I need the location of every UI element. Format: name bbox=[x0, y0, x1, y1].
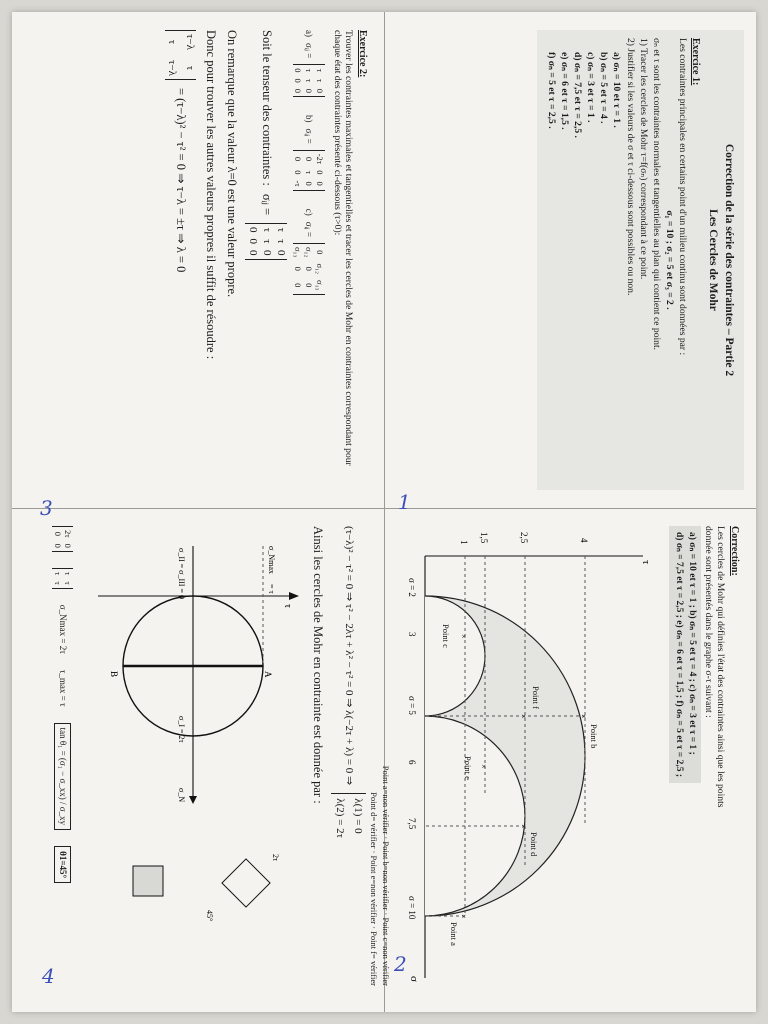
tau-label: τ bbox=[282, 604, 294, 609]
equation: = (τ−λ)² − τ² = 0 ⇒ τ−λ = ±τ ⇒ λ = 0 bbox=[174, 87, 189, 273]
tau-max-result: τ_max = τ bbox=[58, 669, 69, 707]
square-element bbox=[133, 866, 163, 896]
sigma-n-label: σ_N bbox=[177, 788, 187, 803]
tensor-text: Soit le tenseur des contraintes : bbox=[259, 30, 274, 186]
exercise-2-title: Exercice 2: bbox=[357, 30, 368, 78]
page-exercise-2-solution bbox=[12, 508, 384, 1004]
page-exercise-1 bbox=[384, 12, 756, 508]
point-e-label: Point e bbox=[462, 756, 473, 780]
mohr-intro-text: Ainsi les cercles de Mohr en contrainte est donnée par : bbox=[310, 526, 325, 804]
page-number-1: 1 bbox=[398, 490, 411, 514]
x-label-7-5: 7,5 bbox=[406, 818, 417, 830]
label-c: c) bbox=[304, 208, 315, 216]
determinant-equation bbox=[165, 30, 197, 490]
page-number-3: 3 bbox=[40, 496, 53, 520]
paper-sheet bbox=[12, 12, 756, 1012]
tan-formula: tan θ₁ = (σ₁ − σ_xx) / σ_xy bbox=[54, 723, 71, 831]
sigma-max-result: σ_Nmax = 2τ bbox=[58, 604, 69, 654]
y-tick-1: 1 bbox=[458, 540, 469, 545]
x-label-3: 3 bbox=[406, 632, 417, 637]
verdict-e: Point e=non vérifier bbox=[369, 855, 380, 925]
matrix-c: c) σᵢⱼ = 0 σ₁₂ σ₁₃ σ₁₂ 0 0 σ₁₃ 0 0 bbox=[293, 209, 325, 295]
tau-max-label: σ_Nmax bbox=[267, 546, 277, 574]
marker-e: × bbox=[478, 764, 489, 769]
tau-max-eq: = τ bbox=[267, 584, 277, 594]
eigen-values bbox=[331, 793, 366, 838]
y-tick-4: 4 bbox=[578, 538, 589, 543]
correction-title: Correction: bbox=[729, 526, 740, 576]
mohr-diagram-2 bbox=[83, 526, 303, 986]
case-f: f) σₙ = 5 et τ = 2,5 . bbox=[545, 52, 557, 129]
ex2-intro: Trouver les contraintes maximales et tangentielles et tracer les cercles de Mohr en contraintes correspondant pour chaque état des contraintes présenté ci-dessous (τ>0): bbox=[331, 30, 355, 466]
point-f-label: Point f bbox=[530, 686, 541, 709]
verdict-f: Point f= vérifier bbox=[369, 931, 380, 986]
marker-c: × bbox=[458, 634, 469, 639]
two-tau-label: 2τ bbox=[271, 854, 281, 862]
answers-box bbox=[669, 526, 701, 783]
tensor-matrix: τ τ 0 τ τ 0 0 0 0 bbox=[245, 223, 286, 260]
exercise-1-title: Exercice 1: bbox=[690, 38, 702, 86]
ex1-cases bbox=[545, 52, 622, 482]
ex1-normals: σₙ et τ sont les contraintes normales et tangentielles au plan qui contient ce point. bbox=[650, 38, 662, 351]
lambda-1: λ(1) = 0 bbox=[352, 798, 364, 834]
ex1-intro: Les contraintes principales en certains point d'un milieu continu sont données par : bbox=[676, 38, 688, 356]
theta-result: θ1=45° bbox=[54, 846, 71, 883]
matrix-b-values: -2τ 0 0 0 τ 0 0 0 -τ bbox=[293, 150, 325, 191]
doc-subtitle: Les Cercles de Mohr bbox=[706, 209, 719, 311]
verdict-a: Point a=non vérifier bbox=[380, 765, 391, 835]
sigma-axis-label: σ bbox=[407, 976, 420, 982]
x-label-sigma-5: σ = 5 bbox=[406, 696, 417, 715]
lambda-2: λ(2) = 2τ bbox=[334, 798, 347, 839]
case-a: a) σₙ = 10 et τ = 1 . bbox=[610, 52, 622, 128]
exercise-1-block bbox=[537, 30, 744, 490]
page-exercise-2 bbox=[12, 12, 384, 508]
answers-line-1: a) σₙ = 10 et τ = 1 ; b) σₙ = 5 et τ = 4 ; c) σₙ = 3 et τ = 1 ; bbox=[686, 532, 697, 755]
matrix-a-values: τ τ 0 τ τ 0 0 0 0 bbox=[293, 64, 325, 97]
rotated-element bbox=[222, 859, 270, 907]
sigma-1-label: σ_I = 2τ bbox=[177, 716, 187, 743]
angle-label: 45° bbox=[205, 910, 215, 922]
page-correction bbox=[369, 508, 756, 1004]
answers-line-2: d) σₙ = 7,5 et τ = 2,5 ; e) σₙ = 6 et τ = 1,5 ; f) σₙ = 5 et τ = 2,5 ; bbox=[673, 532, 684, 778]
verdict-b: Point b=non vérifier bbox=[380, 841, 391, 911]
determinant: τ−λ τ τ τ−λ bbox=[165, 30, 197, 80]
x-label-6: 6 bbox=[406, 760, 417, 765]
point-d-label: Point d bbox=[528, 832, 539, 857]
results-row bbox=[52, 526, 73, 986]
point-b-2: B bbox=[109, 671, 120, 678]
mohr-graph bbox=[395, 526, 665, 986]
marker-d: × bbox=[518, 824, 529, 829]
tensor-symbol: σᵢⱼ = bbox=[259, 193, 274, 216]
case-e: e) σₙ = 6 et τ = 1,5 . bbox=[558, 52, 570, 130]
ex1-question-2: 2) Justifier si les valeurs de σ et τ ci-dessous sont possibles ou non. bbox=[624, 38, 636, 296]
verdict-list: Point a=non vérifier · Point b=non vérifier · Point c=non vérifier Point d= vérifier · Point e=non vérifier · Point f= vérifier bbox=[369, 765, 391, 986]
label-a: a) bbox=[304, 30, 315, 37]
correction-text-2: donnée sont présentés dans le graphe σ-τ suivant : bbox=[702, 526, 714, 718]
y-tick-1-5: 1,5 bbox=[478, 532, 489, 544]
verdict-d: Point d= vérifier bbox=[369, 792, 380, 849]
marker-f: × bbox=[518, 714, 529, 719]
matrix-b: b) σᵢⱼ = -2τ 0 0 0 τ 0 0 0 -τ bbox=[293, 115, 325, 191]
x-label-sigma-10: σ = 10 bbox=[406, 896, 417, 920]
ex2-matrices bbox=[293, 30, 325, 490]
principal-matrix: 2τ 0 0 0 bbox=[52, 526, 73, 552]
page-number-2: 2 bbox=[394, 952, 407, 976]
y-tick-2-5: 2,5 bbox=[518, 532, 529, 544]
donc-text: Donc pour trouver les autres valeurs propres il suffit de résoudre : bbox=[203, 30, 218, 360]
label-b: b) bbox=[304, 114, 315, 123]
sigma-arrow-icon bbox=[189, 796, 197, 804]
point-c-label: Point c bbox=[440, 624, 451, 648]
remark-text: On remarque que la valeur λ=0 est une valeur propre. bbox=[225, 30, 240, 298]
eigen-equation bbox=[331, 526, 366, 986]
tau-axis-label: τ bbox=[639, 560, 652, 565]
point-a-label: Point a bbox=[448, 922, 459, 946]
case-d: d) σₙ = 7,5 et τ = 2,5 . bbox=[571, 52, 583, 138]
ex1-question-1: 1) Tracer les cercles de Mohr τ=f(σₙ) correspondant à ce point. bbox=[637, 38, 649, 280]
tau-arrow-icon bbox=[289, 592, 299, 600]
page-number-4: 4 bbox=[42, 964, 55, 988]
ex1-principal: σ₁ = 10 ; σ₂ = 5 et σ₃ = 2 . bbox=[663, 210, 675, 310]
point-a-2: A bbox=[263, 671, 274, 678]
eq-left: (τ−λ)² − τ² = 0 ⇒ τ² − 2λτ + λ² − τ² = 0 ⇒ λ(−2τ + λ) = 0 ⇒ bbox=[343, 526, 356, 786]
tensor-line bbox=[245, 30, 286, 490]
stress-matrix: τ τ τ τ bbox=[52, 568, 73, 589]
case-b: b) σₙ = 5 et τ = 4 . bbox=[597, 52, 609, 124]
marker-a: × bbox=[458, 914, 469, 919]
point-b-label: Point b bbox=[588, 724, 599, 749]
matrix-a: a) σᵢⱼ = τ τ 0 τ τ 0 0 0 0 bbox=[293, 30, 325, 97]
case-c: c) σₙ = 3 et τ = 1 . bbox=[584, 52, 596, 123]
sigma-2-3-label: σ_II = σ_III = 0 bbox=[177, 548, 187, 599]
verdict-c: Point c=non vérifier bbox=[380, 917, 391, 986]
doc-title: Correction de la série des contraintes – Partie 2 bbox=[723, 143, 735, 377]
matrix-c-values: 0 σ₁₂ σ₁₃ σ₁₂ 0 0 σ₁₃ 0 0 bbox=[293, 243, 325, 295]
x-label-sigma-2: σ = 2 bbox=[406, 578, 417, 597]
correction-text-1: Les cercles de Mohr qui définies l'état des contraintes ainsi que les points bbox=[715, 526, 727, 808]
marker-b: × bbox=[578, 714, 589, 719]
